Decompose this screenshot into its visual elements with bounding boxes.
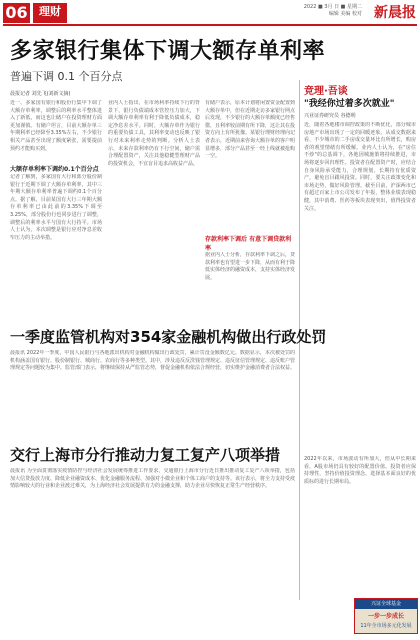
header-rule xyxy=(3,24,417,26)
advertisement[interactable] xyxy=(354,598,418,634)
ad-tagline: 11年全市场多元化发展 xyxy=(360,623,412,629)
main-body-col2: 业内人士指出，在市场利率持续下行的背景下，银行负债端成本管控压力加大，下调大额存单利率有利于降低负债成本，稳定净息差水平。同时，大额存单作为银行的重要负债工具，其利率变动也反映了银行对未来利率走势的判断。分析人士表示，未来存款利率仍有下行空间，储户需合理配置资产，关注其他稳健型理财产品的投资机会，不宜盲目追求高收益产品。 xyxy=(108,100,200,167)
sidebar-body-2: 2022年以来，市场波动有所加大，但从中长期来看，A股市场仍具有较好的配置价值。投资者应保持理性，坚持价值投资理念，选择基本面良好的优质标的进行长期布局。 xyxy=(304,456,416,485)
header-editors: 编辑 美编 校对 xyxy=(328,11,362,17)
article2-body: 晨报讯 2022年一季度，中国人民银行与各地派出机构对金融机构做出行政处罚，累计罚没金额数亿元。数据显示，本次被处罚的机构涵盖国有银行、股份制银行、城商行、农商行等多种类型。其中，涉及违反反洗钱管理规定、违反征信管理规定、违反账户管理规定等问题较为集中。监管部门表示，将继续保持从严监管态势，督促金融机构依法合规经营，切实维护金融消费者合法权益。 xyxy=(10,350,295,372)
main-headline: 多家银行集体下调大额存单利率 xyxy=(10,39,326,64)
article3-body: 晨报讯 为全面贯彻落实疫情防控与经济社会发展统筹推进工作要求，交通银行上海市分行近日推出推动复工复产八项举措，包括加大信贷投放力度、降低企业融资成本、优化金融服务流程、加强对小微企业和个体工商户的支持等。该行表示，将全力支持受疫情影响较大的行业和企业渡过难关，为上海经济社会发展提供有力的金融支撑，助力企业尽快恢复正常生产经营秩序。 xyxy=(10,468,295,490)
ad-slogan: 一步一步成长 xyxy=(367,613,404,620)
sidebar-author: 兴业证券研究员 谷德明 xyxy=(304,113,356,119)
main-body-col3: 有储户表示，原本计划将闲置资金配置到大额存单中，但在近期走访多家银行网点后发现，不少银行的大额存单额度已经售罄，且利率较前期有所下降，这让其在投资方向上有所犹豫。某银行理财经理向记者表示，近期前来咨询大额存单的客户明显增多，部分产品甚至一经上线就被抢购一空。 xyxy=(205,100,295,160)
main-lead-text: 近一、多家国有银行和股份行集中下调了大额存单利率，调整后的利率水平整体进入了新低，而这也让储户在投资理财方面更加谨慎。有储户坦言，目前大额存单三年期利率已经降至3.35%左右，不少银行相关产品甚至出现了额度紧张，需要提前预约才能购买到。 xyxy=(10,100,102,152)
main-section-head-2: 存款利率下调后 有意下调贷款利率 xyxy=(205,236,292,252)
sidebar-title: "我经你过着多次就业" xyxy=(304,99,395,109)
header-date: 2022 ■ 3月 日 ■ 星期二 xyxy=(303,4,362,10)
main-body-col1: 记者了解到，多家国有大行和部分股份制银行于近期下调了大额存单利率，其中三年期大额存单利率普遍下调约0.1个百分点。据了解，目前某国有大行三年期大额存单利率已由此前的3.35%下调至3.25%，部分股份行也同步进行了调整，调整后的利率水平与国有大行持平。市场人士认为，本次调整是银行应对净息差收窄压力的主动举措。 xyxy=(10,174,102,241)
main-byline: 晨报记者 刘先飞(刘新文摘) xyxy=(10,91,71,97)
section-label: 理财 xyxy=(33,3,67,23)
page-number: 06 xyxy=(3,3,30,23)
newspaper-logo: 新晨报 xyxy=(374,5,416,21)
sidebar-body: 近，随着各地楼市调控政策的不断优化，部分城市房地产市场出现了一定的回暖迹象。从成交数据来看，不少城市的二手房成交量环比有所增长，购房者的观望情绪有所缓解。业内人士认为，在"房住不炒"的总基调下，各地因城施策将持续推进，市场将逐步回归理性。投资者在配置资产时，应结合自身风险承受能力，合理规划，长期持有优质资产，避免盲目跟风投资。同时，要关注政策变化和市场走势，做好风险管理。截至目前，沪深两市已有超过百家上市公司发布了年报，整体业绩表现稳健，其中消费、医药等板块表现突出，值得投资者关注。 xyxy=(304,122,416,212)
main-subhead: 普遍下调 0.1 个百分点 xyxy=(10,70,123,83)
page-header xyxy=(0,0,420,26)
header-meta xyxy=(304,4,362,18)
sidebar-column-title: 竞理·吾谈 xyxy=(304,86,348,97)
main-section-head: 大额存单利率下调约0.1个百分点 xyxy=(10,166,99,173)
ad-brand: 兴证全球基金 xyxy=(355,599,417,609)
article2-headline: 一季度监管机构对354家金融机构做出行政处罚 xyxy=(10,328,327,346)
article3-headline: 交行上海市分行推动力复工复产八项举措 xyxy=(10,446,281,464)
main-body-col3b: 据业内人士分析，存款利率下调之后，贷款利率也有望进一步下降，从而有利于降低实体经济的融资成本，支持实体经济发展。 xyxy=(205,252,295,281)
